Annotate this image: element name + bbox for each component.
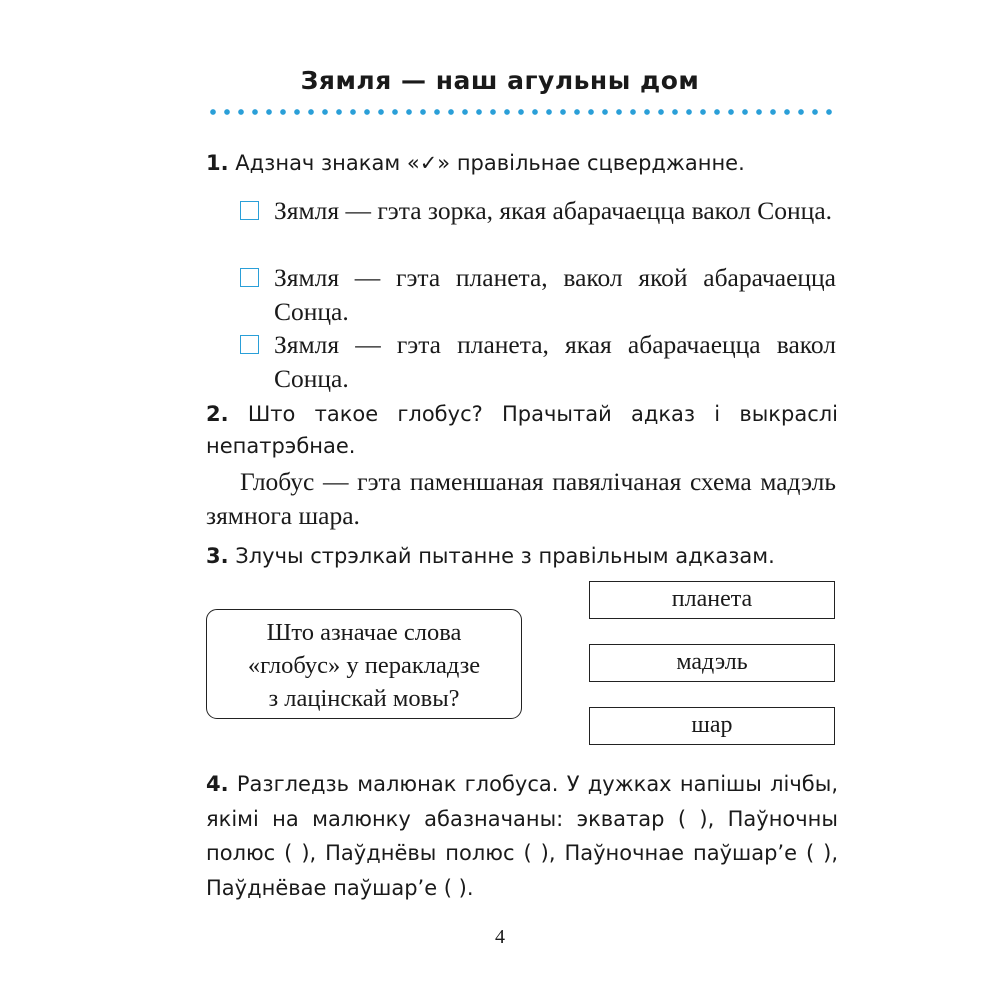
question-3 (206, 540, 846, 572)
dotted-divider (206, 107, 836, 117)
answer-box-model[interactable]: мадэль (589, 644, 835, 682)
question-1 (206, 147, 846, 179)
question-4 (206, 767, 838, 905)
question-3-number: 3. (206, 544, 229, 568)
question-2-text: Што такое глобус? Прачытай адказ і выкраслі непатрэбнае. (206, 402, 838, 458)
matching-question-box[interactable] (206, 609, 522, 719)
option-1-text: Зямля — гэта зорка, якая абарачаецца вакол Сонца. (274, 196, 833, 225)
option-2-text: Зямля — гэта планета, вакол якой абарачаецца Сонца. (274, 263, 836, 326)
option-3 (240, 328, 836, 393)
page-number: 4 (495, 926, 505, 948)
answer-box-planet[interactable]: планета (589, 581, 835, 619)
answer-box-sphere[interactable]: шар (589, 707, 835, 745)
question-2-number: 2. (206, 402, 229, 426)
option-1-checkbox[interactable] (240, 201, 259, 220)
question-4-text: Разгледзь малюнак глобуса. У дужках напішы лічбы, якімі на малюнку абазначаны: экватар ( ), Паўночны полюс ( ), Паўднёвы полюс ( ), Паўночнае паўшар’е ( ), Паўднёвае паўшар’е ( ). (206, 772, 838, 900)
page-title: Зямля — наш агульны дом (300, 66, 700, 95)
option-3-text: Зямля — гэта планета, якая абарачаецца вакол Сонца. (274, 330, 836, 393)
option-2-checkbox[interactable] (240, 268, 259, 287)
question-2-answer: Глобус — гэта паменшаная павялічаная схема мадэль зямнога шара. (206, 467, 836, 530)
option-2 (240, 261, 836, 326)
question-1-text: Адзнач знакам «✓» правільнае сцверджанне. (235, 151, 745, 175)
matching-question-line: «глобус» у перакладзе (247, 652, 481, 679)
matching-question-line: Што азначае слова (266, 619, 462, 646)
option-1 (240, 194, 833, 225)
question-1-number: 1. (206, 151, 229, 175)
matching-question-line: з лацінскай мовы? (268, 685, 460, 712)
question-3-text: Злучы стрэлкай пытанне з правільным адказам. (235, 544, 775, 568)
question-2 (206, 398, 838, 462)
question-4-number: 4. (206, 772, 229, 796)
option-3-checkbox[interactable] (240, 335, 259, 354)
